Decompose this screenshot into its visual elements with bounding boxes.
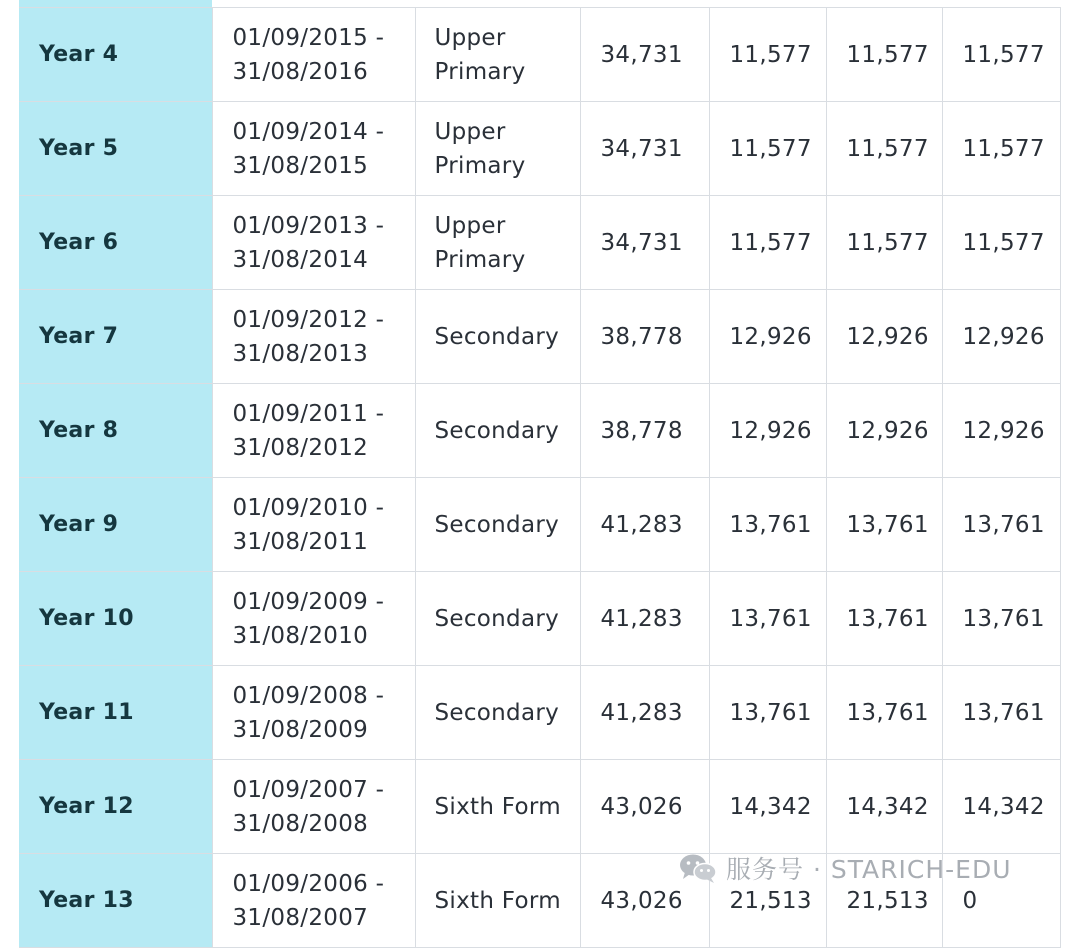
school-stage-cell [415,478,580,572]
school-stage-line1: Sixth Form [434,793,561,820]
term-fee-2: 12,926 [826,384,942,478]
annual-fee: 41,283 [580,478,709,572]
school-stage-cell [415,854,580,948]
table-row [19,196,1060,290]
term-fee-3: 13,761 [942,666,1060,760]
watermark-text: 服务号 · STARICH-EDU [726,855,1012,884]
term-fee-1: 11,577 [709,196,826,290]
school-stage-line1: Upper [434,118,506,145]
annual-fee: 38,778 [580,384,709,478]
term-fee-1: 14,342 [709,760,826,854]
term-fee-2: 11,577 [826,8,942,102]
year-label: Year 12 [19,760,212,854]
term-fee-3: 0 [942,854,1060,948]
school-stage-line2: Primary [434,58,526,85]
term-fee-3: 11,577 [942,196,1060,290]
fee-table-body [19,8,1060,948]
school-stage-cell [415,666,580,760]
term-fee-3: 12,926 [942,290,1060,384]
year-column-top-edge [19,0,212,7]
date-range-cell [212,196,415,290]
annual-fee: 41,283 [580,572,709,666]
date-range-cell [212,572,415,666]
table-row [19,666,1060,760]
annual-fee: 34,731 [580,196,709,290]
year-label: Year 10 [19,572,212,666]
year-label: Year 5 [19,102,212,196]
table-row [19,478,1060,572]
date-range-cell [212,666,415,760]
year-label: Year 13 [19,854,212,948]
date-range-start: 01/09/2009 - [232,588,385,615]
school-stage-cell [415,760,580,854]
date-range-end: 31/08/2009 [232,716,369,743]
date-range-end: 31/08/2007 [232,904,369,931]
date-range-cell [212,478,415,572]
year-label: Year 7 [19,290,212,384]
annual-fee: 43,026 [580,854,709,948]
school-stage-line2: Primary [434,246,526,273]
term-fee-3: 13,761 [942,572,1060,666]
date-range-start: 01/09/2008 - [232,682,385,709]
term-fee-2: 11,577 [826,196,942,290]
date-range-start: 01/09/2015 - [232,24,385,51]
annual-fee: 41,283 [580,666,709,760]
term-fee-3: 13,761 [942,478,1060,572]
annual-fee: 34,731 [580,8,709,102]
date-range-end: 31/08/2015 [232,152,369,179]
table-row [19,290,1060,384]
term-fee-2: 13,761 [826,666,942,760]
table-row [19,102,1060,196]
table-row [19,384,1060,478]
date-range-cell [212,854,415,948]
school-stage-line1: Upper [434,212,506,239]
year-label: Year 8 [19,384,212,478]
school-stage-line1: Secondary [434,699,560,726]
term-fee-1: 11,577 [709,8,826,102]
date-range-start: 01/09/2013 - [232,212,385,239]
date-range-end: 31/08/2014 [232,246,369,273]
term-fee-2: 13,761 [826,478,942,572]
term-fee-2: 14,342 [826,760,942,854]
school-stage-line1: Secondary [434,323,560,350]
year-label: Year 11 [19,666,212,760]
term-fee-2: 13,761 [826,572,942,666]
date-range-end: 31/08/2011 [232,528,369,555]
annual-fee: 34,731 [580,102,709,196]
term-fee-1: 13,761 [709,572,826,666]
school-stage-line1: Secondary [434,417,560,444]
date-range-start: 01/09/2014 - [232,118,385,145]
date-range-cell [212,8,415,102]
term-fee-1: 13,761 [709,478,826,572]
school-stage-cell [415,572,580,666]
term-fee-2: 21,513 [826,854,942,948]
term-fee-3: 12,926 [942,384,1060,478]
term-fee-3: 11,577 [942,102,1060,196]
date-range-start: 01/09/2006 - [232,870,385,897]
watermark [678,849,1012,887]
date-range-cell [212,290,415,384]
school-stage-line2: Primary [434,152,526,179]
school-stage-line1: Secondary [434,605,560,632]
table-row [19,572,1060,666]
term-fee-2: 11,577 [826,102,942,196]
annual-fee: 38,778 [580,290,709,384]
term-fee-2: 12,926 [826,290,942,384]
date-range-start: 01/09/2007 - [232,776,385,803]
date-range-cell [212,102,415,196]
table-row [19,8,1060,102]
table-row [19,760,1060,854]
year-label: Year 4 [19,8,212,102]
school-stage-line1: Sixth Form [434,887,561,914]
date-range-cell [212,384,415,478]
date-range-end: 31/08/2013 [232,340,369,367]
school-stage-line1: Secondary [434,511,560,538]
school-stage-cell [415,290,580,384]
term-fee-1: 12,926 [709,384,826,478]
year-label: Year 9 [19,478,212,572]
term-fee-3: 11,577 [942,8,1060,102]
school-stage-cell [415,196,580,290]
wechat-icon [678,852,718,884]
school-stage-cell [415,102,580,196]
date-range-start: 01/09/2010 - [232,494,385,521]
year-label: Year 6 [19,196,212,290]
date-range-start: 01/09/2012 - [232,306,385,333]
date-range-end: 31/08/2012 [232,434,369,461]
date-range-end: 31/08/2008 [232,810,369,837]
school-stage-cell [415,384,580,478]
date-range-start: 01/09/2011 - [232,400,385,427]
fee-table [19,7,1061,948]
term-fee-1: 21,513 [709,854,826,948]
school-stage-cell [415,8,580,102]
school-stage-line1: Upper [434,24,506,51]
term-fee-1: 12,926 [709,290,826,384]
term-fee-1: 11,577 [709,102,826,196]
term-fee-1: 13,761 [709,666,826,760]
date-range-end: 31/08/2010 [232,622,369,649]
annual-fee: 43,026 [580,760,709,854]
date-range-cell [212,760,415,854]
date-range-end: 31/08/2016 [232,58,369,85]
term-fee-3: 14,342 [942,760,1060,854]
